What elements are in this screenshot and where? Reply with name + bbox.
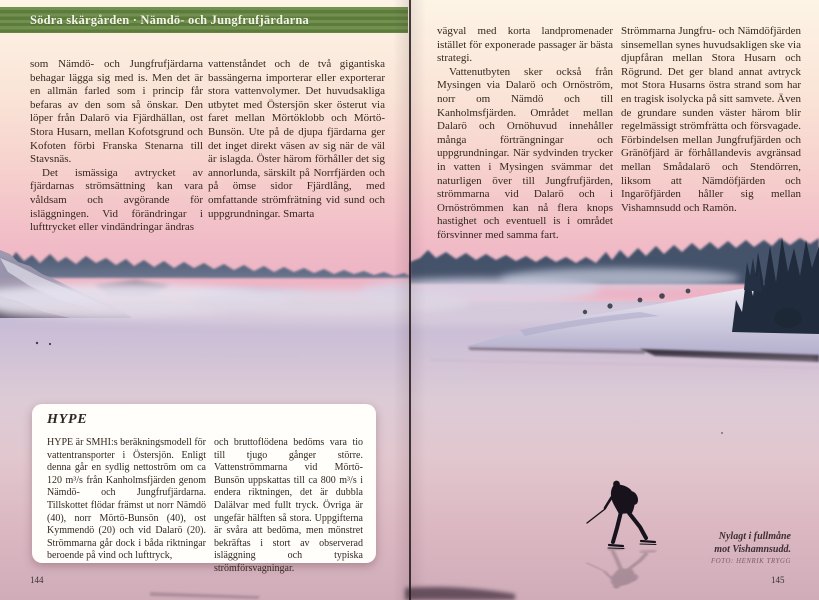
body-paragraph: vägval med korta landpromenader istället för exponerade passager är bästa strategi.: [437, 25, 613, 65]
hype-box-title: HYPE: [47, 412, 88, 427]
bird-speck: [36, 342, 38, 344]
caption-line: Nylagt i fullmåne: [718, 531, 791, 542]
body-paragraph: Vattenutbyten sker också från Mysingen via Dalarö och Ornöström, norr om Nämdö och till Kanholmsfjärden. Området mellan Dalarö och Ornöhuvud innehåller många förträngningar och uppgrundningar. När sydvinden trycker in vatten i Mysingen svämmar det naturligen över till Jungfrufjärden, strömmarna vid Dalarö och i Ornöströmmen kan nå flera knops hastighet och eventuell is i området försvinner med samma fart.: [437, 65, 613, 241]
right-page-column-1: [437, 25, 613, 243]
body-paragraph: Det ismässiga avtrycket av fjärdarnas strömsättning kan vara våldsam och avgörande för isläggningen. Vid förändringar i lufttrycket eller vindändringar ändras: [30, 166, 203, 234]
gutter-shadow-right: [411, 0, 426, 600]
left-page-column-2: [208, 58, 385, 221]
chapter-title: Södra skärgården · Nämdö- och Jungfrufjärdarna: [30, 12, 310, 27]
left-page-column-1: [30, 58, 203, 235]
caption-line: mot Vishamnsudd.: [714, 543, 791, 555]
page-number-left: 144: [30, 575, 44, 585]
gutter-shadow-left: [393, 0, 409, 600]
right-page-column-2: [621, 25, 801, 215]
hype-box-column-2: och bruttoflödena bedöms vara tio till tjugo gånger större. Vattenströmmarna vid Mörtö-Bunsön uppskattas till ca 800 m³/s i endera riktningen, det är dubbla Dalälvar med fullt tryck. Övriga är ungefär hälften så stora. Uppgifterna är svåra att bedöma, men mönstret bekräftas i stort av observerad isläggning och typiska strömförsvagningar.: [214, 437, 363, 574]
body-paragraph: som Nämdö- och Jungfrufjärdarna behagar lägga sig med is. Men det är en allmän farled som i princip får befaras av den som så önskar. Den löper från Dalarö via Fjärdhällan, ost Stora Husarn, mellan Kofotsgrund och Kofoten förbi Franska Stenarna till Stavsnäs.: [30, 58, 203, 166]
page-number-right: 145: [771, 575, 785, 585]
photo-caption: [711, 531, 791, 565]
body-paragraph: Strömmarna Jungfru- och Nämdöfjärden sinsemellan synes huvudsakligen ske via djupfåran mellan Stora Husarn och Rögrund. Det ger bland annat avtryck mot Stora Husarns östra strand som har en tragisk isolycka på sitt samvete. Även de grundare sunden väster härom blir regelmässigt strömfrätta och försvagade. Förbindelsen mellan Jungfrufjärden och Gränöfjärd är förhållandevis avgränsad mellan Smådalarö och Stendörren, liksom att Nämdöfjärden och Ingaröfjärden håller sig mellan Vishamnsudd och Ramön.: [621, 25, 801, 214]
body-paragraph: vattenståndet och de två gigantiska bassängerna importerar eller exporterar stora vattenvolymer. Det huvudsakliga utbytet med Östersjön sker österut via faret mellan Mörtöklobb och Mörtö-Bunsön. Ute på de djupa fjärdarna ger det inget direkt väsen av sig när de väl är islagda. Öster härom förhåller det sig annorlunda, särskilt på Norrfjärden och på ömse sidor Fjärdlång, med omfattande strömfrätning vid sund och uppgrundningar. Smarta: [208, 58, 385, 220]
photo-credit: FOTO: HENRIK TRYGG: [710, 558, 791, 565]
bird-speck: [49, 343, 51, 345]
page-gutter: [409, 0, 411, 600]
chapter-header-bar: [0, 7, 408, 33]
hype-box-column-1: HYPE är SMHI:s beräkningsmodell för vattentransporter i Östersjön. Enligt denna går en sydlig nettoström om ca 120 m³/s från Kanholmsfjärden genom Nämdö- och Jungfrufjärdarna. Tillskottet flödar främst ut norr Nämdö (40), norr Mörtö-Bunsön (40), ost Kymmendö (20) och vid Dalarö (20). Strömmarna går dock i båda riktningar beroende på vind och lufttryck,: [47, 437, 206, 562]
hype-info-box: [32, 404, 376, 574]
